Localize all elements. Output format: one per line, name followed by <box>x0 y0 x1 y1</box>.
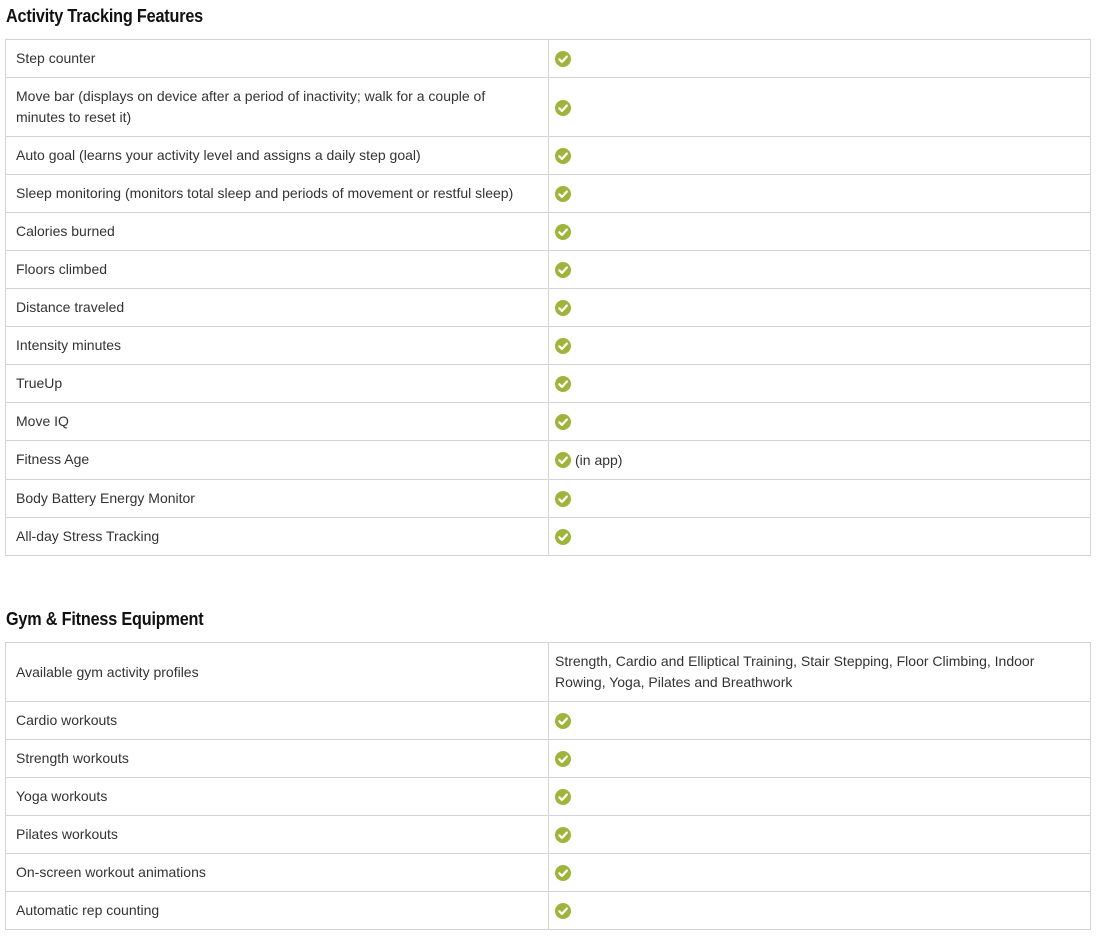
feature-label: Available gym activity profiles <box>6 643 549 702</box>
table-row <box>6 365 1091 403</box>
feature-value <box>549 740 1091 778</box>
check-circle-icon <box>555 100 571 116</box>
table-row <box>6 251 1091 289</box>
feature-label: Fitness Age <box>6 441 549 480</box>
table-row <box>6 403 1091 441</box>
feature-label: All-day Stress Tracking <box>6 517 549 555</box>
table-row <box>6 78 1091 137</box>
feature-label: Pilates workouts <box>6 816 549 854</box>
gym-fitness-table <box>5 642 1091 930</box>
feature-value <box>549 40 1091 78</box>
feature-value <box>549 403 1091 441</box>
section-title-gym-fitness: Gym & Fitness Equipment <box>6 609 204 629</box>
feature-label: Auto goal (learns your activity level and assigns a daily step goal) <box>6 137 549 175</box>
table-row <box>6 854 1091 892</box>
activity-tracking-table <box>5 39 1091 556</box>
check-circle-icon <box>555 51 571 67</box>
table-row <box>6 441 1091 480</box>
feature-label: Move bar (displays on device after a period of inactivity; walk for a couple of minutes to reset it) <box>6 78 549 137</box>
check-circle-icon <box>555 186 571 202</box>
feature-label: Cardio workouts <box>6 702 549 740</box>
feature-label: Distance traveled <box>6 289 549 327</box>
check-circle-icon <box>555 376 571 392</box>
feature-label: Intensity minutes <box>6 327 549 365</box>
feature-label: Sleep monitoring (monitors total sleep and periods of movement or restful sleep) <box>6 175 549 213</box>
feature-label: Move IQ <box>6 403 549 441</box>
feature-label: TrueUp <box>6 365 549 403</box>
table-row <box>6 137 1091 175</box>
check-circle-icon <box>555 903 571 919</box>
feature-label: Automatic rep counting <box>6 892 549 930</box>
check-circle-icon <box>555 789 571 805</box>
check-circle-icon <box>555 491 571 507</box>
feature-value-text: Strength, Cardio and Elliptical Training, Stair Stepping, Floor Climbing, Indoor Rowing, Yoga, Pilates and Breathwork <box>555 653 1035 690</box>
feature-value <box>549 441 1091 480</box>
check-circle-icon <box>555 529 571 545</box>
feature-label: Floors climbed <box>6 251 549 289</box>
check-circle-icon <box>555 300 571 316</box>
feature-value <box>549 213 1091 251</box>
check-circle-icon <box>555 713 571 729</box>
feature-value <box>549 137 1091 175</box>
check-circle-icon <box>555 224 571 240</box>
table-row <box>6 289 1091 327</box>
feature-label: Calories burned <box>6 213 549 251</box>
feature-value <box>549 175 1091 213</box>
check-circle-icon <box>555 148 571 164</box>
feature-value <box>549 517 1091 555</box>
check-circle-icon <box>555 338 571 354</box>
table-row <box>6 327 1091 365</box>
table-row <box>6 517 1091 555</box>
feature-value <box>549 892 1091 930</box>
table-row <box>6 479 1091 517</box>
check-circle-icon <box>555 827 571 843</box>
feature-value <box>549 327 1091 365</box>
feature-label: Body Battery Energy Monitor <box>6 479 549 517</box>
table-row <box>6 740 1091 778</box>
feature-value <box>549 816 1091 854</box>
feature-value <box>549 365 1091 403</box>
table-row <box>6 643 1091 702</box>
check-circle-icon <box>555 751 571 767</box>
table-row <box>6 816 1091 854</box>
table-row <box>6 702 1091 740</box>
check-circle-icon <box>555 414 571 430</box>
table-row <box>6 892 1091 930</box>
feature-label: Yoga workouts <box>6 778 549 816</box>
check-circle-icon <box>555 262 571 278</box>
feature-value <box>549 289 1091 327</box>
feature-value <box>549 78 1091 137</box>
check-circle-icon <box>555 452 571 468</box>
feature-value <box>549 778 1091 816</box>
table-row <box>6 778 1091 816</box>
feature-value <box>549 854 1091 892</box>
feature-value <box>549 643 1091 702</box>
feature-label: Step counter <box>6 40 549 78</box>
feature-note: (in app) <box>575 451 623 468</box>
feature-label: On-screen workout animations <box>6 854 549 892</box>
feature-label: Strength workouts <box>6 740 549 778</box>
section-title-activity-tracking: Activity Tracking Features <box>6 6 204 26</box>
feature-value <box>549 251 1091 289</box>
feature-value <box>549 479 1091 517</box>
table-row <box>6 40 1091 78</box>
feature-value <box>549 702 1091 740</box>
table-row <box>6 213 1091 251</box>
check-circle-icon <box>555 865 571 881</box>
table-row <box>6 175 1091 213</box>
